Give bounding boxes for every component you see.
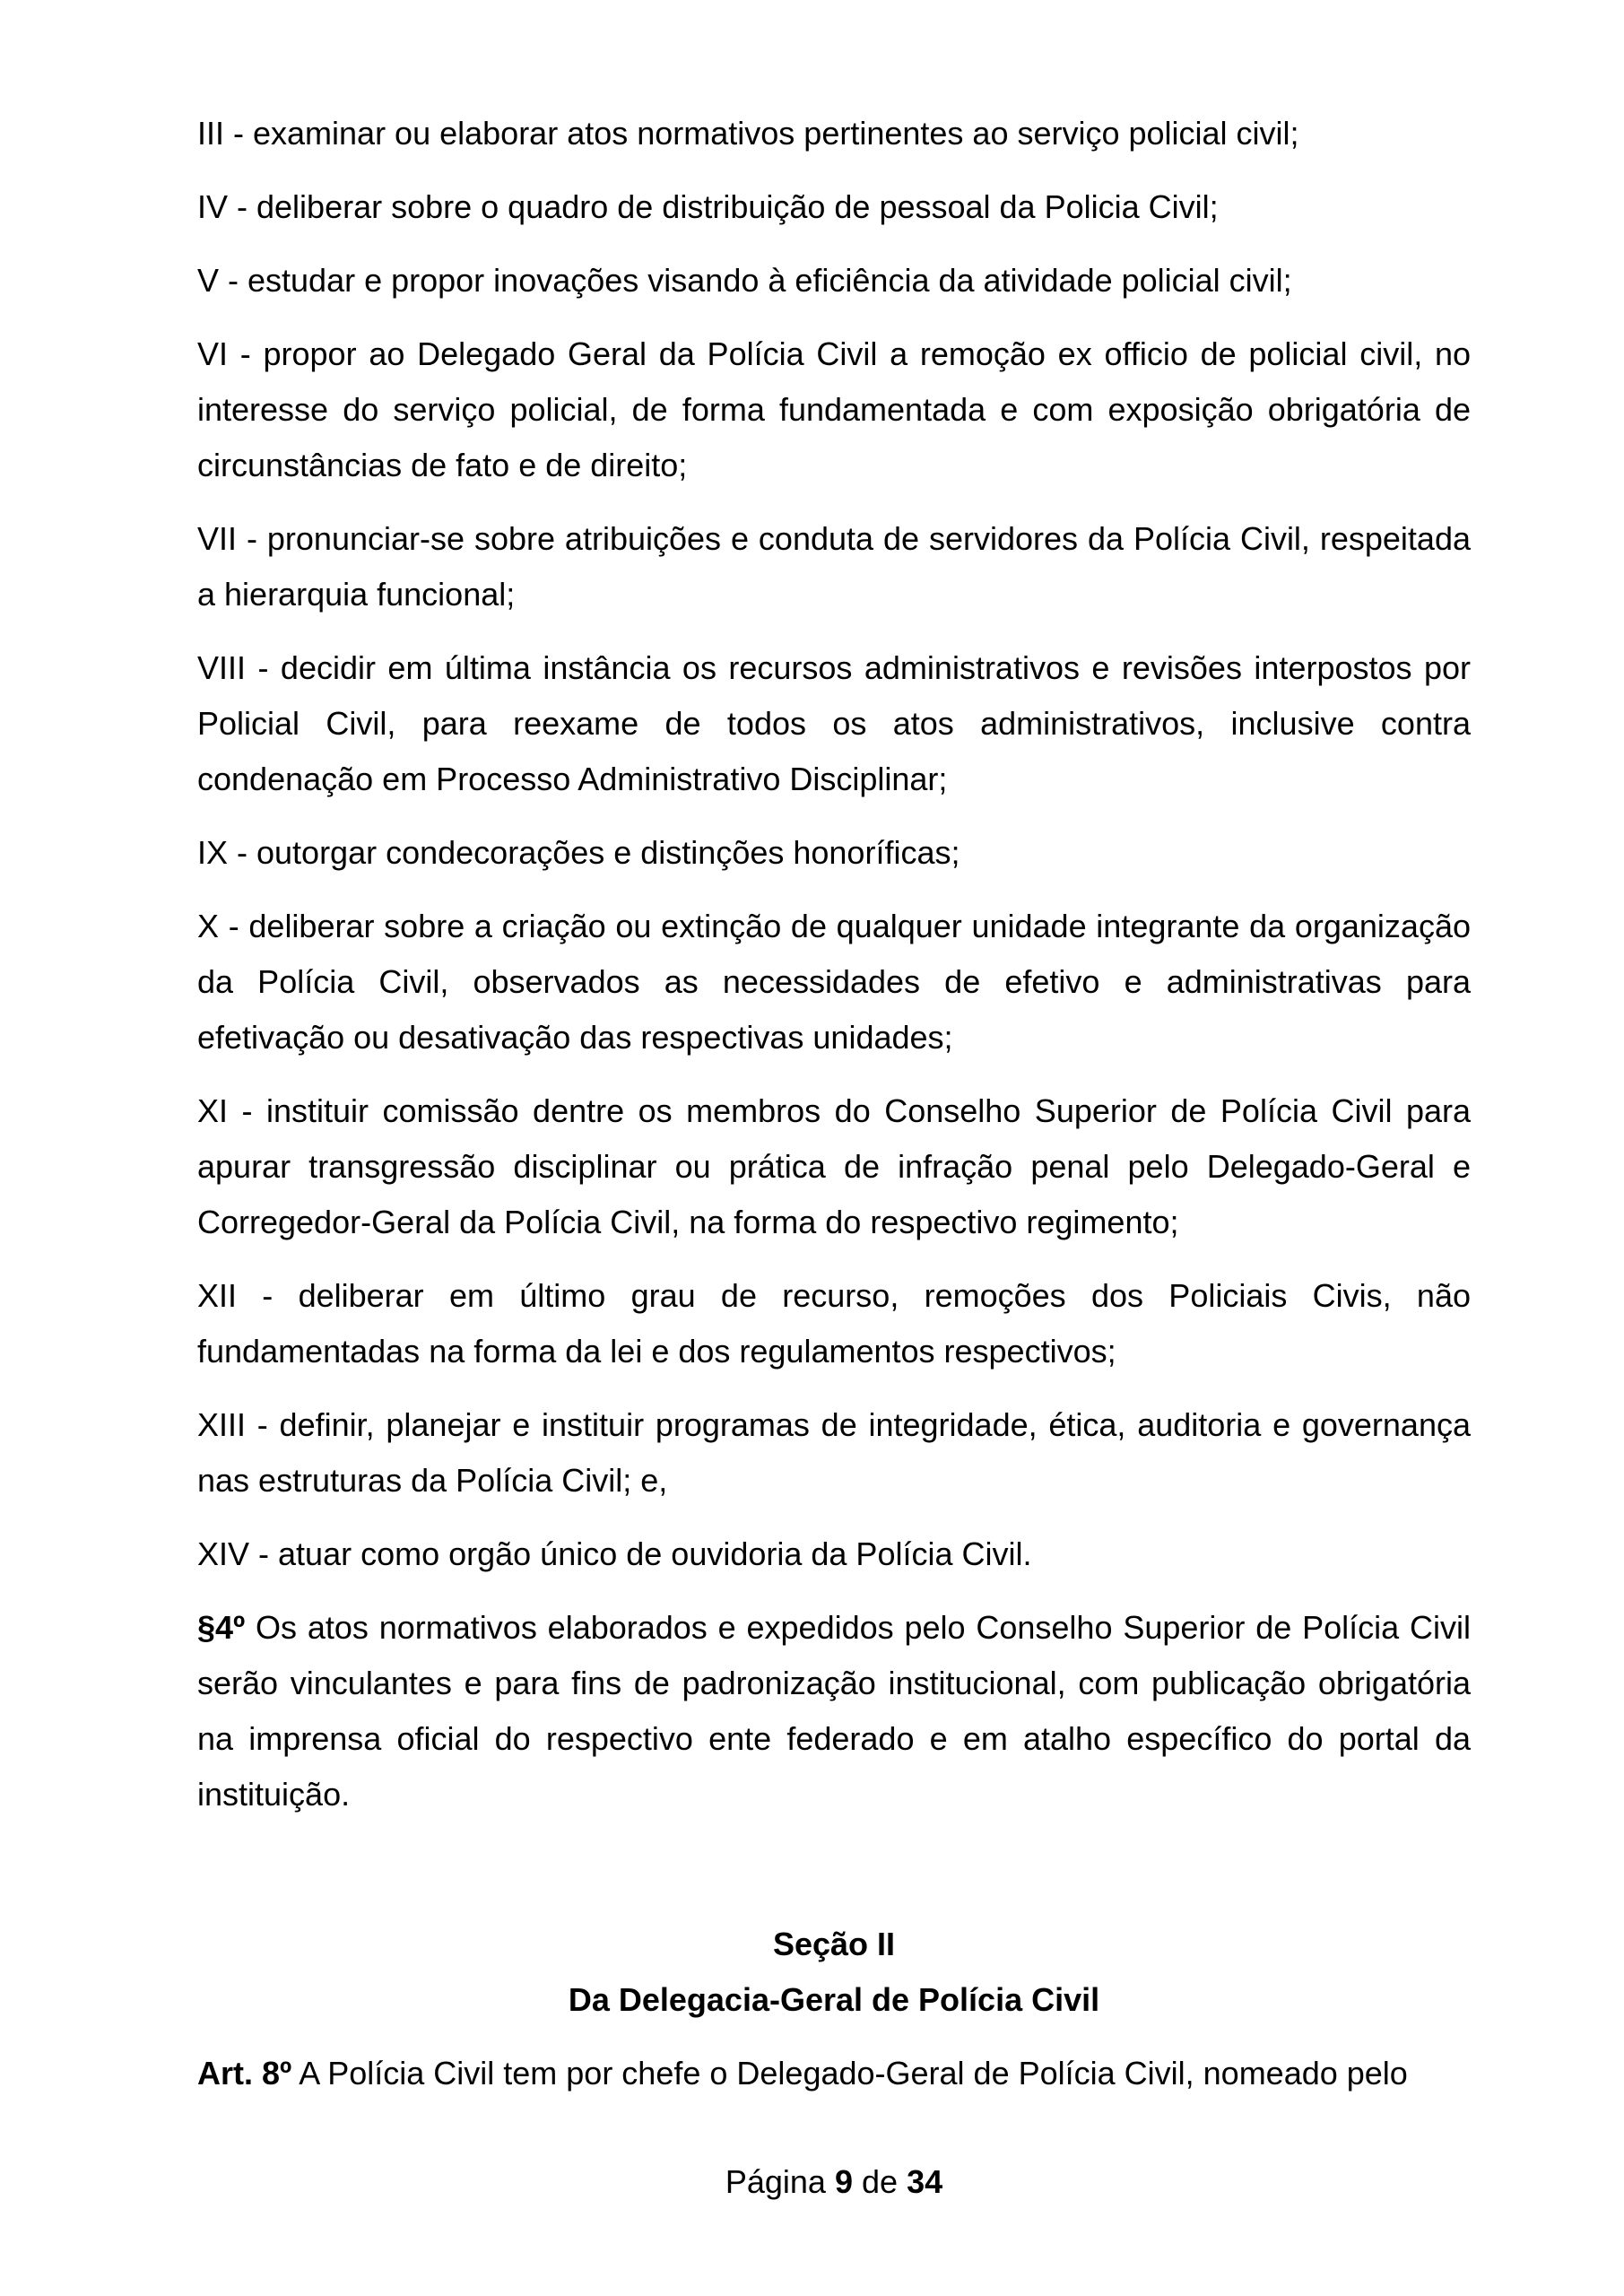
list-item-iv: IV - deliberar sobre o quadro de distribuição de pessoal da Policia Civil; bbox=[197, 188, 1219, 225]
list-item-ix: IX - outorgar condecorações e distinções honoríficas; bbox=[197, 834, 960, 871]
list-item-viii: VIII - decidir em última instância os recursos administrativos e revisões interpostos por Policial Civil, para reexame de todos os atos administrativos, inclusive contra condenação em Processo Administrativo Disciplinar; bbox=[197, 649, 1471, 797]
paragraph-4 bbox=[197, 1600, 1471, 1822]
article-8-label: Art. 8º bbox=[197, 2055, 292, 2092]
section-gap bbox=[197, 1840, 1471, 1917]
list-item-xi: XI - instituir comissão dentre os membros do Conselho Superior de Polícia Civil para apurar transgressão disciplinar ou prática de infração penal pelo Delegado-Geral e Corregedor-Geral da Polícia Civil, na forma do respectivo regimento; bbox=[197, 1092, 1471, 1240]
list-item-vii: VII - pronunciar-se sobre atribuições e conduta de servidores da Polícia Civil, respeitada a hierarquia funcional; bbox=[197, 520, 1471, 613]
list-item-vi: VI - propor ao Delegado Geral da Polícia Civil a remoção ex officio de policial civil, no interesse do serviço policial, de forma fundamentada e com exposição obrigatória de circunstâncias de fato e de direito; bbox=[197, 335, 1471, 483]
list-item-xiv: XIV - atuar como orgão único de ouvidoria da Polícia Civil. bbox=[197, 1535, 1032, 1572]
list-item-v: V - estudar e propor inovações visando à eficiência da atividade policial civil; bbox=[197, 262, 1292, 299]
article-8-text: A Polícia Civil tem por chefe o Delegado-Geral de Polícia Civil, nomeado pelo bbox=[291, 2055, 1408, 2092]
list-item-x: X - deliberar sobre a criação ou extinção de qualquer unidade integrante da organização da Polícia Civil, observados as necessidades de efetivo e administrativas para efetivação ou desativação das respectivas unidades; bbox=[197, 908, 1471, 1056]
list-item-xii: XII - deliberar em último grau de recurso, remoções dos Policiais Civis, não fundamentadas na forma da lei e dos regulamentos respectivos; bbox=[197, 1277, 1471, 1370]
footer-page-number: 9 bbox=[834, 2163, 854, 2200]
footer-pagina-label: Página bbox=[725, 2163, 826, 2200]
list-item-iii: III - examinar ou elaborar atos normativos pertinentes ao serviço policial civil; bbox=[197, 115, 1299, 152]
section-subtitle: Da Delegacia-Geral de Polícia Civil bbox=[568, 1981, 1100, 2018]
article-8 bbox=[197, 2046, 1471, 2101]
paragraph-4-text: Os atos normativos elaborados e expedidos pelo Conselho Superior de Polícia Civil serão vinculantes e para fins de padronização institucional, com publicação obrigatória na imprensa oficial do respectivo ente federado e em atalho específico do portal da instituição. bbox=[197, 1609, 1471, 1813]
footer-total-pages: 34 bbox=[907, 2163, 943, 2200]
paragraph-4-label: §4º bbox=[197, 1609, 246, 1646]
list-item-xiii: XIII - definir, planejar e instituir programas de integridade, ética, auditoria e governança nas estruturas da Polícia Civil; e, bbox=[197, 1406, 1471, 1499]
page-footer bbox=[197, 2154, 1471, 2210]
footer-de-label: de bbox=[862, 2163, 899, 2200]
section-title: Seção II bbox=[772, 1926, 896, 1962]
document-body bbox=[197, 106, 1471, 2119]
